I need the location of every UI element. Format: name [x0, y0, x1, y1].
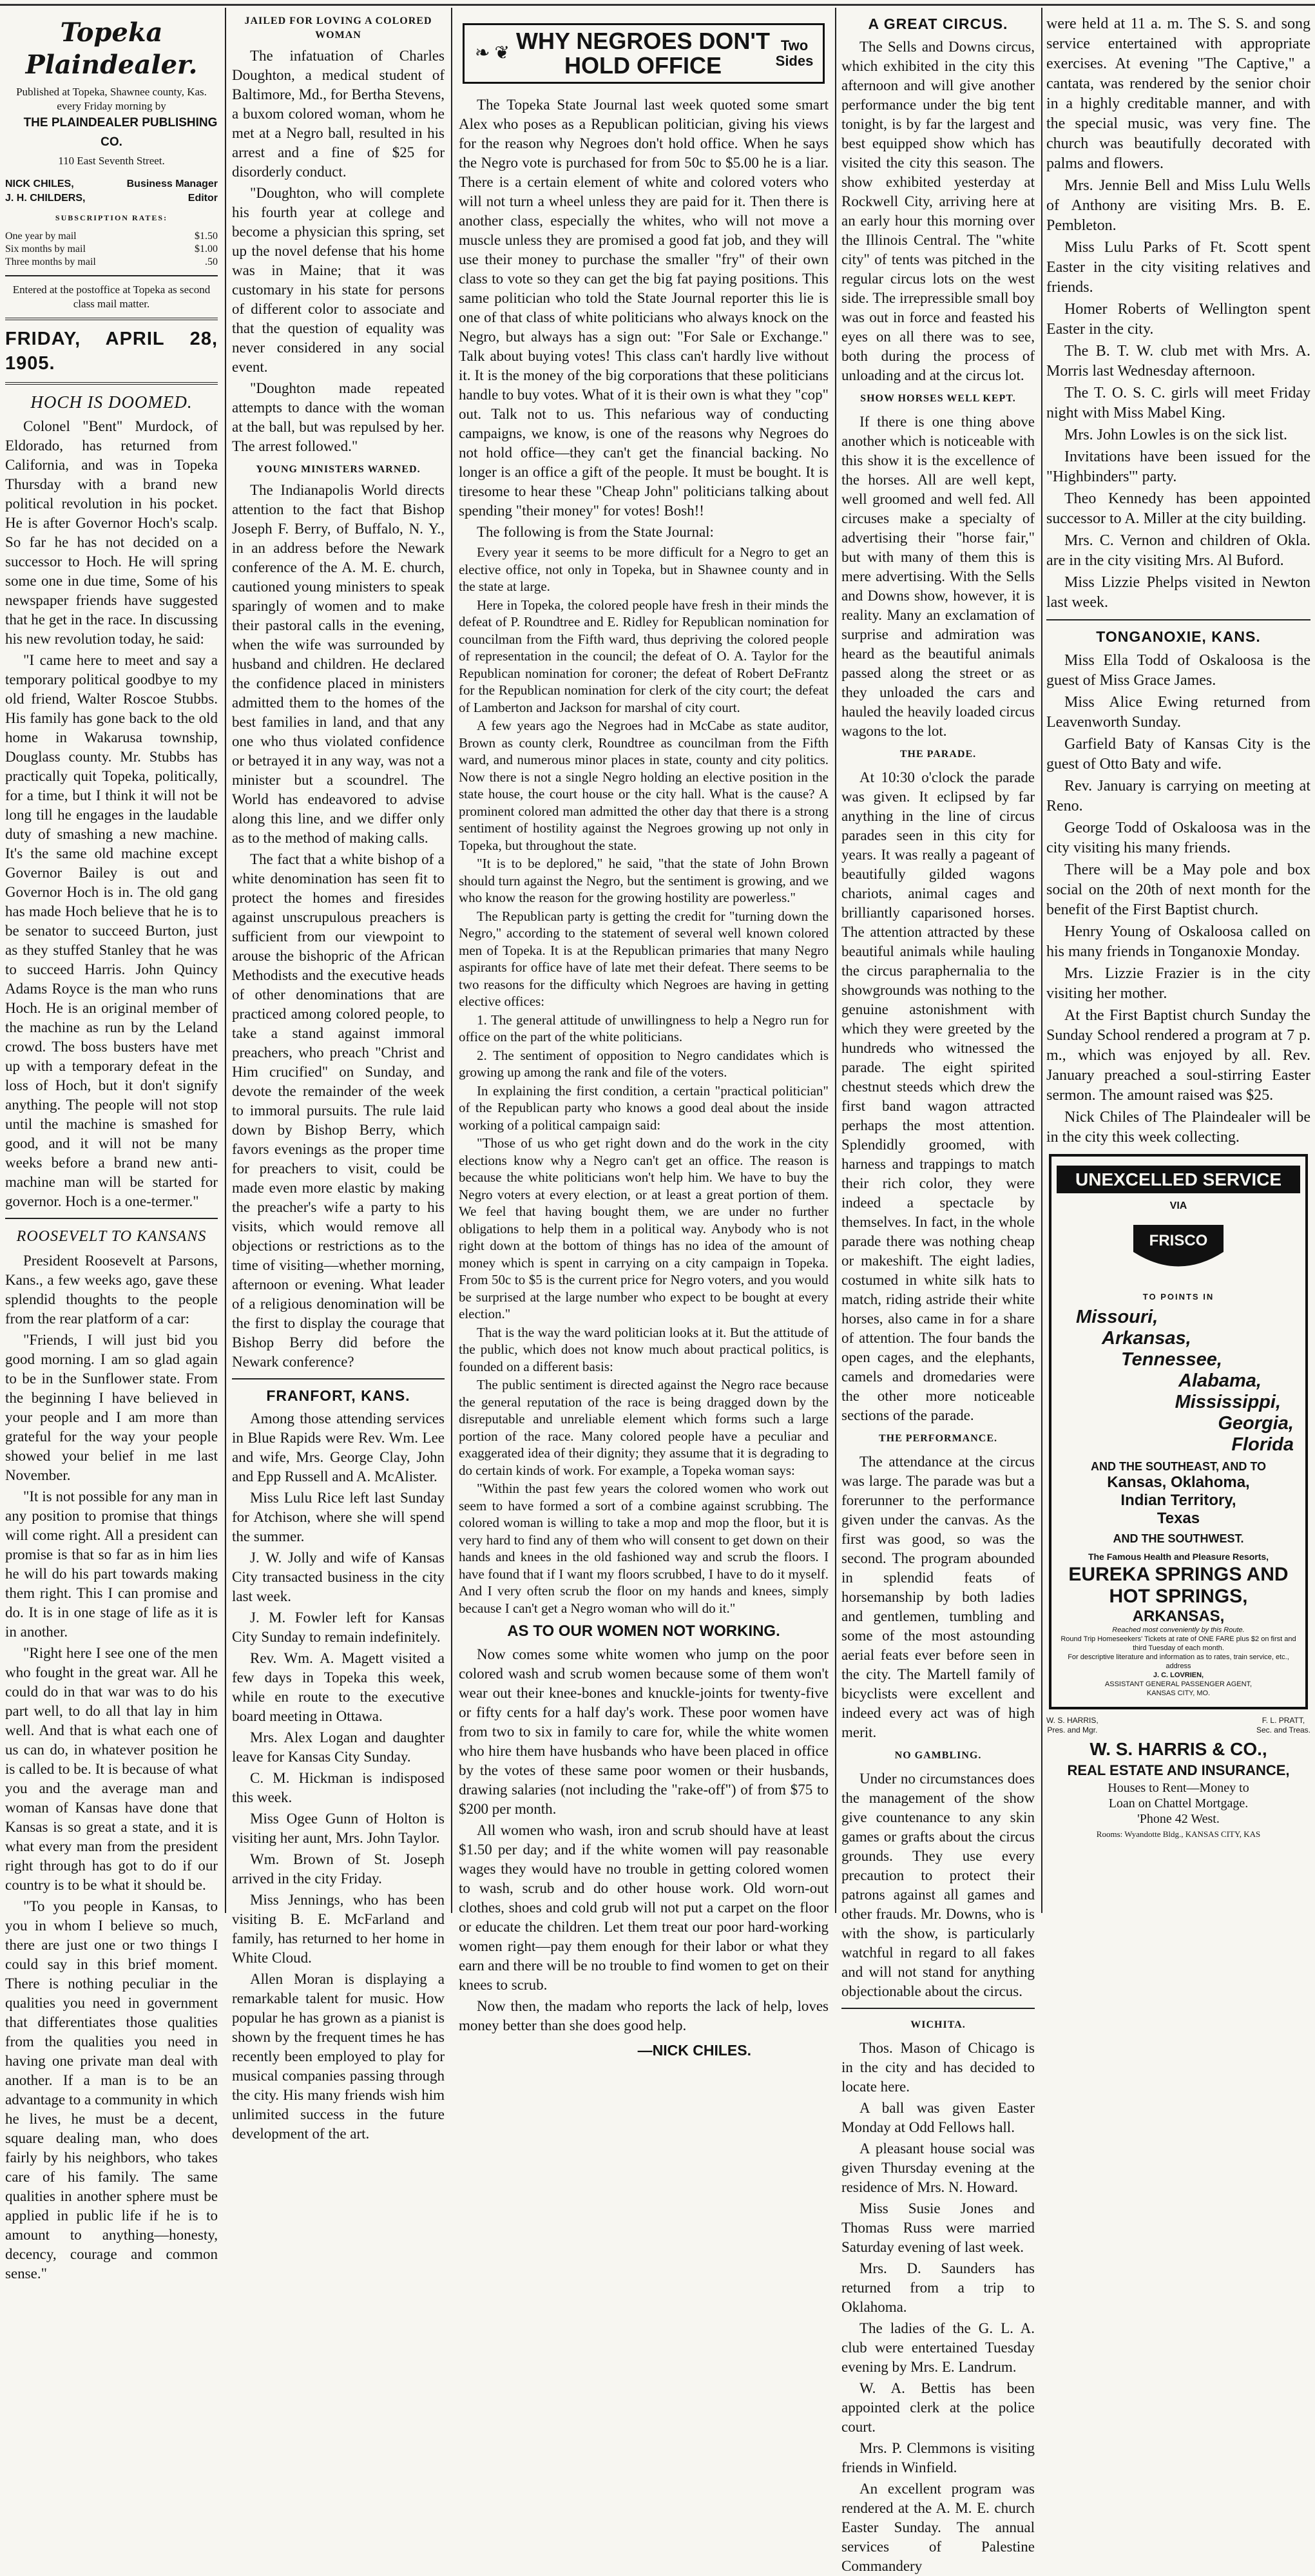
- news-item: The ladies of the G. L. A. club were entertained Tuesday evening by Mrs. E. Landrum.: [841, 2320, 1035, 2375]
- column-rule: [451, 8, 452, 1913]
- news-item: A pleasant house social was given Thursday evening at the residence of Mrs. N. Howard.: [841, 2140, 1035, 2195]
- harris-rooms: Rooms: Wyandotte Bldg., KANSAS CITY, KAS: [1096, 1829, 1261, 1839]
- paragraph: The attendance at the circus was large. The parade was but a forerunner to the performance given under the canvas. As the first was good, so was the second. The program abounded in splendid feats of horsemanship by both ladies and gentlemen, tumbling and some of the most astounding aerial feats ever before seen in the city. The Martell family of bicyclists were excellent and indeed every act was of high merit.: [841, 1454, 1035, 1740]
- news-item: Mrs. Lizzie Frazier is in the city visiting her mother.: [1046, 965, 1310, 1002]
- masthead-address: 110 East Seventh Street.: [58, 155, 165, 167]
- news-item: The B. T. W. club met with Mrs. A. Morris last Wednesday afternoon.: [1046, 343, 1310, 380]
- paragraph: President Roosevelt at Parsons, Kans., a few weeks ago, gave these splendid thoughts to the people from the rear platform of a car:: [5, 1253, 218, 1327]
- subhead-gambling: NO GAMBLING.: [894, 1750, 982, 1761]
- news-item: Miss Jennings, who has been visiting B. E. McFarland and family, has returned to her home in White Cloud.: [232, 1892, 445, 1966]
- top-border: [0, 4, 1315, 6]
- staff-row: J. H. CHILDERS, Editor: [5, 193, 218, 204]
- paragraph: The Sells and Downs circus, which exhibited in the city this afternoon and will give another performance under the big tent tonight, is by far the largest and best equipped show which has visited the city this season. The show exhibited yesterday at Rockwell City, arriving here at an early hour this morning over the Illinois Central. The "white city" of tents was pitched in the regular circus lots on the west side. The irrepressible small boy was out in force and feasted his eyes on all there was to see, both during the process of unloading and at the circus lot.: [841, 39, 1035, 383]
- column-5: [1046, 14, 1310, 1907]
- headline-jailed: JAILED FOR LOVING A COLORED WOMAN: [244, 15, 432, 41]
- paragraph: "Friends, I will just bid you good morning. I am so glad again to be in the Sunflower state. From the beginning I have believed in your people and I am more than grateful for the way your people showed your belief in me last November.: [5, 1332, 218, 1483]
- ad-arkansas: ARKANSAS,: [1132, 1608, 1225, 1625]
- news-item: Miss Alice Ewing returned from Leavenworth Sunday.: [1046, 694, 1310, 731]
- frisco-shield-icon: [1127, 1220, 1230, 1278]
- frisco-logo-text: FRISCO: [1149, 1232, 1208, 1249]
- rates-title: SUBSCRIPTION RATES:: [55, 213, 168, 222]
- ad-eureka: EUREKA SPRINGS AND HOT SPRINGS,: [1068, 1564, 1289, 1607]
- news-item: Miss Ella Todd of Oskaloosa is the guest of Miss Grace James.: [1046, 652, 1310, 689]
- paragraph: "Those of us who get right down and do the work in the city elections know why a Negro can't get an office. The reason is because the white politicians won't help him. We have to buy the Negro voters at every election, or at least a great portion of them. We feel that having bought them, we are under no further obligations to help them in a political way. Anybody who is not right down at the bottom of things has no idea of the amount of money which is spent in carrying on a city campaign in Topeka. From 50c to $5 is the current price for Negro voters, and you would be surprised at the large number who expect to be bought at every election.": [459, 1135, 829, 1322]
- rate-row: Three months by mail .50: [5, 256, 218, 267]
- masthead-title: Topeka Plaindealer.: [25, 17, 198, 80]
- news-item: Thos. Mason of Chicago is in the city and has decided to locate here.: [841, 2040, 1035, 2095]
- paragraph: "Right here I see one of the men who fought in the great war. All he could do in that war was to do his part well, to do all that lay in him well. And that is what each one of us can do, in whatever position he is called to be. It is because of what you and the average man and woman of Kansas have done that Kansas is so great a state, and it is what every man from the president right through has got to do if our country is to be what it should be.: [5, 1645, 218, 1893]
- ad-to-points: TO POINTS IN: [1142, 1292, 1214, 1302]
- headline-hoch: HOCH IS DOOMED.: [30, 392, 193, 412]
- ad-agent-city: KANSAS CITY, MO.: [1146, 1689, 1211, 1697]
- news-item: An excellent program was rendered at the A. M. E. church Easter Sunday. The annual services of Palestine Commandery: [841, 2481, 1035, 2574]
- issue-date: FRIDAY, APRIL 28, 1905.: [5, 329, 218, 374]
- news-item: Rev. Wm. A. Magett visited a few days in Topeka this week, while en route to the executive board meeting in Ottawa.: [232, 1650, 445, 1724]
- headline-women: AS TO OUR WOMEN NOT WORKING.: [507, 1622, 780, 1640]
- news-item: There will be a May pole and box social on the 20th of next month for the benefit of the First Baptist church.: [1046, 861, 1310, 918]
- ad-state: Florida: [1231, 1434, 1294, 1455]
- ad-west: Kansas, Oklahoma,: [1107, 1474, 1250, 1491]
- paragraph: The Topeka State Journal last week quoted some smart Alex who poses as a Republican politician, giving his views for the reason why Negroes don't hold office. When he says the Negro vote is purchased for from 50c to $5.00 he is a liar. There is a certain element of white and colored voters who will not turn a wheel unless they are paid for it. Then there is another class, especially the whites, who will not move a muscle unless they are promised a good fat job, and they will use their money to purchase the smaller "fry" of their own class to vote so they can get the big fat paying positions. This same politician who told the State Journal reporter this lie is one of that class of white politicians who always knock on the Negro, but always has a sign out: "For Sale or Exchange." Talk about buying votes! This class can't hardly live without it. It is the money of the big corporations that these politicians handle to buy votes. What of it is their own is what they "cop" out. Talk not to us. This nefarious way of conducting campaigns, we know, is one of the reasons why Negroes do not hold office—they can't get the financial backing. No longer is an office a gift of the people. It must be bought. It is tiresome to hear these "Cheap John" politicians talking about spending "their money" for votes! Bosh!!: [459, 97, 829, 519]
- ad-agent-name: J. C. LOVRIEN,: [1153, 1671, 1204, 1679]
- news-item: Henry Young of Oskaloosa called on his many friends in Tonganoxie Monday.: [1046, 923, 1310, 960]
- news-item: C. M. Hickman is indisposed this week.: [232, 1770, 445, 1805]
- news-item: Mrs. Jennie Bell and Miss Lulu Wells of Anthony are visiting Mrs. B. E. Pembleton.: [1046, 177, 1310, 234]
- news-item: Homer Roberts of Wellington spent Easter in the city.: [1046, 301, 1310, 338]
- ad-west: Texas: [1157, 1510, 1200, 1527]
- paragraph: "Doughton, who will complete his fourth year at college and become a physician this spring, set up the novel defense that his home was in Maine; that it was customary in his state for persons of different color to associate and that the question of equality was never considered in any social event.: [232, 185, 445, 375]
- paragraph: That is the way the ward politician looks at it. But the attitude of the public, which does not know much about practical politics, is founded on a different basis:: [459, 1324, 829, 1374]
- signature: —NICK CHILES.: [637, 2042, 751, 2059]
- headline-frankfort: FRANFORT, KANS.: [266, 1387, 410, 1404]
- news-item: Miss Lizzie Phelps visited in Newton last week.: [1046, 574, 1310, 611]
- masthead-published: Published at Topeka, Shawnee county, Kas. every Friday morning by: [16, 86, 207, 112]
- paragraph: Now comes some white women who jump on the poor colored wash and scrub women because some of them won't wear out their knee-bones and knuckle-joints for twenty-five or fifty cents for a half day's work. These poor women have from two to six in family to care for, while the white women who hire them have husbands who have been placed in office by the votes of these same poor women or their husbands, drawing salaries (not including the "rake-off") of from $75 to $200 per month.: [459, 1646, 829, 1817]
- news-item: Theo Kennedy has been appointed successor to A. Miller at the city building.: [1046, 490, 1310, 527]
- news-item: Wm. Brown of St. Joseph arrived in the city Friday.: [232, 1851, 445, 1887]
- ad-reached: Reached most conveniently by this Route.: [1112, 1626, 1245, 1634]
- harris-line: Houses to Rent—Money to: [1108, 1781, 1249, 1795]
- column-rule: [1041, 8, 1042, 1913]
- paragraph: "It is to be deplored," he said, "that the state of John Brown should turn against the Negro, but the sentiment is growing, and we who know the reason for the growing hostility are powerless.": [459, 856, 829, 905]
- harris-firm: W. S. HARRIS & CO.,: [1089, 1739, 1267, 1759]
- paragraph: If there is one thing above another which is noticeable with this show it is the excellence of the horses. All are well kept, well groomed and well fed. All circuses make a specialty of advertising their "horse fair," but with many of them this is mere advertising. With the Sells and Downs show, however, it is reality. Many an exclamation of surprise and admiration was heard as the beautiful animals passed along the street or as they unloaded the cars and hauled the heavily loaded circus wagons to the lot.: [841, 414, 1035, 739]
- masthead-entered: Entered at the postoffice at Topeka as second class mail matter.: [12, 284, 211, 310]
- ad-resorts: The Famous Health and Pleasure Resorts,: [1088, 1552, 1269, 1562]
- news-item: Garfield Baty of Kansas City is the guest of Otto Baty and wife.: [1046, 736, 1310, 773]
- paragraph: The Indianapolis World directs attention to the fact that Bishop Joseph F. Berry, of Buffalo, N. Y., in an address before the Newark conference of the A. M. E. church, cautioned young ministers to speak sparingly of women and to make their pastoral calls in the evening, when the wife was surrounded by husband and children. He declared the confidence placed in ministers admitted them to the homes of the best families in land, and that any one who thus violated confidence or betrayed it in any way, was not a minister but a scoundrel. The World has endeavored to advise along this line, and we differ only as to the method of making calls.: [232, 482, 445, 846]
- paragraph: Every year it seems to be more difficult for a Negro to get an elective office, not only in Topeka, but in Shawnee county and in the state at large.: [459, 544, 829, 594]
- paragraph: "To you people in Kansas, to you in whom I believe so much, there are just one or two things I could say in this brief moment. There is nothing peculiar in the qualities you need in government that differentiates those qualities from the qualities you need in having one private man deal with another. If a man is to be an advantage to a community in which he lives, he must be a decent, square dealing man, who does fairly by his neighbors, who takes care of his family. The same qualities in another sphere must be applied in public life if he is to amount to anything—honesty, decency, courage and common sense.": [5, 1898, 218, 2282]
- paragraph: 1. The general attitude of unwillingness to help a Negro run for office on the part of the white politicians.: [459, 1012, 829, 1044]
- ad-state: Tennessee,: [1121, 1349, 1222, 1370]
- paragraph: "It is not possible for any man in any position to promise that things will come right. All a president can promise is that so far as in him lies he will do his part towards making them right. This I can promise and do. It is in one stage of life as it is in another.: [5, 1488, 218, 1640]
- headline-wichita: WICHITA.: [910, 2019, 966, 2030]
- paragraph: Under no circumstances does the management of the show give countenance to any skin games or grafts about the circus grounds. They use every precaution to protect their patrons against all games and other frauds. Mr. Downs, who is with the show, is particularly watchful in regard to all fakes and will not stand for anything objectionable about the circus.: [841, 1771, 1035, 1999]
- paragraph: The fact that a white bishop of a white denomination has seen fit to protect the homes and firesides against unscrupulous preachers is sufficient from our viewpoint to arouse the bishopric of the African Methodists and the executive heads of other denominations that are practiced among colored people, to take a stand against immoral preachers, who preach "Christ and Him crucified" on Sunday, and devote the remainder of the week to immoral pursuits. The rule laid down by Bishop Berry, which favors evenings as the proper time for preachers to visit, could be made even more elastic by making the preacher's wife a party to his visits, which would remove all objections or restrictions as to the time of visiting—whether morning, afternoon or evening. What leader of a religious denomination will be the first to display the courage that Bishop Berry did before the Newark conference?: [232, 851, 445, 1370]
- paragraph: The infatuation of Charles Doughton, a medical student of Baltimore, Md., for Bertha Stevens, a buxom colored woman, whom he met at a Negro ball, resulted in his arrest and a fine of $25 for disorderly conduct.: [232, 48, 445, 180]
- harris-line: Loan on Chattel Mortgage.: [1108, 1796, 1249, 1811]
- news-item: Miss Lulu Parks of Ft. Scott spent Easter in the city visiting relatives and friends.: [1046, 239, 1310, 296]
- ad-state: Georgia,: [1218, 1413, 1294, 1434]
- ad-roundtrip: Round Trip Homeseekers' Tickets at rate of ONE FARE plus $2 on first and third Tuesday of each month.: [1061, 1635, 1296, 1652]
- news-item: Mrs. Alex Logan and daughter leave for Kansas City Sunday.: [232, 1729, 445, 1765]
- headline-circus: A GREAT CIRCUS.: [868, 15, 1008, 32]
- ad-agent-title: ASSISTANT GENERAL PASSENGER AGENT,: [1104, 1680, 1253, 1688]
- news-item: were held at 11 a. m. The S. S. and song service entertained with appropriate exercises. At evening "The Captive," a cantata, was rendered by the senior choir in a highly creditable manner, and with the special music, was very fine. The church was beautifully decorated with palms and flowers.: [1046, 15, 1310, 172]
- news-item: W. A. Bettis has been appointed clerk at the police court.: [841, 2380, 1035, 2435]
- news-item: The T. O. S. C. girls will meet Friday night with Miss Mabel King.: [1046, 385, 1310, 421]
- news-item: Rev. January is carrying on meeting at Reno.: [1046, 778, 1310, 814]
- news-item: Mrs. John Lowles is on the sick list.: [1064, 427, 1287, 443]
- ad-southwest: AND THE SOUTHWEST.: [1113, 1532, 1244, 1545]
- paragraph: A few years ago the Negroes had in McCabe as state auditor, Brown as county clerk, Roundtree as councilman from the Fifth ward, and numerous minor places in state, county and city politics. Now there is not a single Negro holding an elective position in the state house, the court house or the city hall. What is the cause? A prominent colored man admitted the other day that there is a strong sentiment of hostility against the Negroes growing up not only in Topeka, but throughout the state.: [459, 718, 829, 853]
- headline-sides: Two Sides: [775, 37, 814, 69]
- paragraph: Colonel "Bent" Murdock, of Eldorado, has returned from California, and was in Topeka Thursday with a brand new political revolution in his pocket. He is after Governor Hoch's scalp. So far he has not decided on a successor to Hoch. He will spring some one in due time, Some of his newspaper friends have suggested that he get in the race. In discussing his new revolution today, he said:: [5, 418, 218, 647]
- masthead-publisher: THE PLAINDEALER PUBLISHING CO.: [23, 116, 218, 149]
- paragraph: "Within the past few years the colored women who work out seem to have formed a sort of a combine against scrubbing. The colored woman is willing to take a mop and mop the floor, but it is very hard to find any of them who will consent to get down on their hands and knees in the old fashioned way and scrub the floors. I have found that if I want my floors scrubbed, I have to do it myself. And I very often scrub the floor on my hands and knees, simply because I can't get a Negro woman who will do it.": [459, 1481, 829, 1616]
- paragraph: The following is from the State Journal:: [477, 524, 714, 540]
- rate-row: One year by mail $1.50: [5, 231, 218, 242]
- news-item: Invitations have been issued for the "Highbinders'" party.: [1046, 448, 1310, 485]
- column-4: [841, 14, 1035, 2574]
- paragraph: The Republican party is getting the credit for "turning down the Negro," according to the statement of several well known colored men of Topeka. It is at the Republican primaries that many Negro aspirants for office have of late met their defeat. There seems to be two reasons for the difficulty which Negroes are having in getting elective offices:: [459, 908, 829, 1009]
- rate-row: Six months by mail $1.00: [5, 244, 218, 255]
- harris-phone: 'Phone 42 West.: [1137, 1812, 1220, 1826]
- news-item: J. M. Fowler left for Kansas City Sunday to remain indefinitely.: [232, 1610, 445, 1645]
- column-rule: [835, 8, 836, 1913]
- paragraph: In explaining the first condition, a certain "practical politician" of the Republican party who knows a good deal about the inside working of a political campaign said:: [459, 1082, 829, 1133]
- ad-state: Arkansas,: [1102, 1328, 1191, 1349]
- staff-row: NICK CHILES, Business Manager: [5, 178, 218, 189]
- ad-state: Missouri,: [1076, 1307, 1158, 1327]
- subhead-horses: SHOW HORSES WELL KEPT.: [860, 393, 1016, 404]
- headline-tonganoxie: TONGANOXIE, KANS.: [1096, 628, 1261, 645]
- headline-negroes-office: WHY NEGROES DON'T HOLD OFFICE: [516, 28, 770, 79]
- ad-banner: UNEXCELLED SERVICE: [1057, 1166, 1300, 1193]
- news-item: Mrs. C. Vernon and children of Okla. are in the city visiting Mrs. Al Buford.: [1046, 532, 1310, 569]
- news-item: At the First Baptist church Sunday the Sunday School rendered a program at 7 p. m., which was enjoyed by all. Rev. January preached a soul-stirring Easter sermon. The amount raised was $25.: [1046, 1007, 1310, 1104]
- paragraph: Now then, the madam who reports the lack of help, loves money better than she does good help.: [459, 1998, 829, 2033]
- ad-descriptive: For descriptive literature and information as to rates, train service, etc., address: [1068, 1653, 1289, 1670]
- ad-via: VIA: [1169, 1200, 1187, 1211]
- paragraph: 2. The sentiment of opposition to Negro candidates which is growing up among the rank and file of the voters.: [459, 1047, 829, 1080]
- ad-west: Indian Territory,: [1120, 1492, 1236, 1509]
- subhead-performance: THE PERFORMANCE.: [879, 1433, 997, 1444]
- headline-box: [463, 23, 825, 84]
- news-item: Miss Susie Jones and Thomas Russ were married Saturday evening of last week.: [841, 2200, 1035, 2255]
- headline-ministers: YOUNG MINISTERS WARNED.: [256, 464, 421, 475]
- ad-state: Mississippi,: [1175, 1392, 1281, 1412]
- news-item: George Todd of Oskaloosa was in the city visiting his many friends.: [1046, 820, 1310, 856]
- harris-officers: W. S. HARRIS, Pres. and Mgr. F. L. PRATT, Sec. and Treas.: [1046, 1716, 1310, 1735]
- paragraph: "I came here to meet and say a temporary political goodbye to my old friend, Walter Roscoe Stubbs. His family has gone back to the old home in Wakarusa township, Douglass county. Mr. Stubbs has practically quit Topeka, politically, for a time, but I think it will not be long till he engages in the laudable duty of smashing a new machine. It's the same old machine except Governor Bailey is out and Governor Hoch is in. The old gang has made Hoch believe that he is to be senator to succeed Burton, just as they stuffed Stanley that he was to succeed Harris. John Quincy Adams Royce is the man who runs Hoch. He is an original member of the machine as run by the Leland crowd. The boss busters have met up with a temporary defeat in the loss of Hoch, but it don't signify anything. The people will not stop until the machine is smashed for good, and it will not be many weeks before a brand new anti-machine man will be started for governor. Hoch is a one-termer.": [5, 652, 218, 1209]
- masthead-staff: [5, 177, 218, 206]
- news-item: Mrs. D. Saunders has returned from a trip to Oklahoma.: [841, 2260, 1035, 2315]
- paragraph: All women who wash, iron and scrub should have at least $1.50 per day; and if the white women will pay reasonable wages they would have no trouble in getting colored women to wash, scrub and do other house work. Old worn-out clothes, shoes and cold grub will not put a carpet on the floor or educate the children. Let them treat our poor hard-working women right—pay them enough for their labor or what they earn and there will be no trouble to find women to get on their knees to scrub.: [459, 1822, 829, 1993]
- news-item: Miss Ogee Gunn of Holton is visiting her aunt, Mrs. John Taylor.: [232, 1811, 445, 1846]
- leaf-ornament-icon: ❧ ❦: [475, 43, 510, 63]
- subhead-parade: THE PARADE.: [899, 749, 977, 760]
- news-item: Nick Chiles of The Plaindealer will be in the city this week collecting.: [1046, 1109, 1310, 1146]
- harris-business: REAL ESTATE AND INSURANCE,: [1067, 1762, 1290, 1778]
- column-rule: [225, 8, 226, 1913]
- headline-roosevelt: ROOSEVELT TO KANSANS: [16, 1228, 207, 1245]
- ad-state: Alabama,: [1178, 1370, 1262, 1391]
- column-1: [5, 14, 218, 2282]
- paragraph: The public sentiment is directed against the Negro race because the general reputation of the race is being dragged down by the disreputable and unreliable element which forms such a large portion of the race. Many colored people have a peculiar and exaggerated idea of their dignity; they assume that it is degrading to do certain kinds of work. For example, a Topeka woman says:: [459, 1377, 829, 1478]
- paragraph: Here in Topeka, the colored people have fresh in their minds the defeat of P. Roundtree and E. Ridley for Republican nomination for councilman from the Fifth ward, thus depriving the colored people of representation in the council; the defeat of O. A. Taylor for the Republican nomination for coroner; the defeat of Robert DeFrantz for the Republican nomination for clerk of the city court; the defeat of Lamberton and Jackson for marshal of city court.: [459, 597, 829, 715]
- news-item: Miss Lulu Rice left last Sunday for Atchison, where she will spend the summer.: [232, 1490, 445, 1544]
- journal-excerpt: [459, 544, 829, 1617]
- frisco-advertisement: [1049, 1154, 1308, 1709]
- ad-southeast: AND THE SOUTHEAST, AND TO: [1090, 1460, 1266, 1473]
- news-item: J. W. Jolly and wife of Kansas City transacted business in the city last week.: [232, 1550, 445, 1604]
- news-item: Mrs. P. Clemmons is visiting friends in Winfield.: [841, 2440, 1035, 2475]
- paragraph: "Doughton made repeated attempts to dance with the woman at the ball, but was repulsed by her. The arrest followed.": [232, 380, 445, 454]
- column-3: [459, 14, 829, 2059]
- news-item: A ball was given Easter Monday at Odd Fellows hall.: [841, 2100, 1035, 2135]
- paragraph: At 10:30 o'clock the parade was given. It eclipsed by far anything in the line of circus parades seen in this city for years. It was really a pageant of beautifully gilded wagons chariots, animal cages and brilliantly caparisoned horses. The attention attracted by these beautiful animals while hauling the circus paraphernalia to the showgrounds was nothing to the genuine astonishment with which they were greeted by the hundreds who witnessed the parade. The eight spirited chestnut steeds which drew the first band wagon attracted perhaps the most attention. Splendidly groomed, with harness and trappings to match their rich color, they were indeed a spectacle by themselves. In fact, in the whole parade there was nothing cheap or makeshift. The eight ladies, costumed in white silk hats to match, riding astride their white horses, also came in for a share of attention. The four bands the open cages, and the elephants, camels and dromedaries were the other more noticeable sections of the parade.: [841, 769, 1035, 1423]
- column-2: [232, 14, 445, 2142]
- news-item: Among those attending services in Blue Rapids were Rev. Wm. Lee and wife, Mrs. George Clay, John and Epp Russell and A. McAlister.: [232, 1410, 445, 1485]
- news-item: Allen Moran is displaying a remarkable talent for music. How popular he has grown as a pianist is shown by the frequent times he has recently been employed to play for musical companies passing through the city. His many friends wish him unlimited success in the future development of the art.: [232, 1971, 445, 2142]
